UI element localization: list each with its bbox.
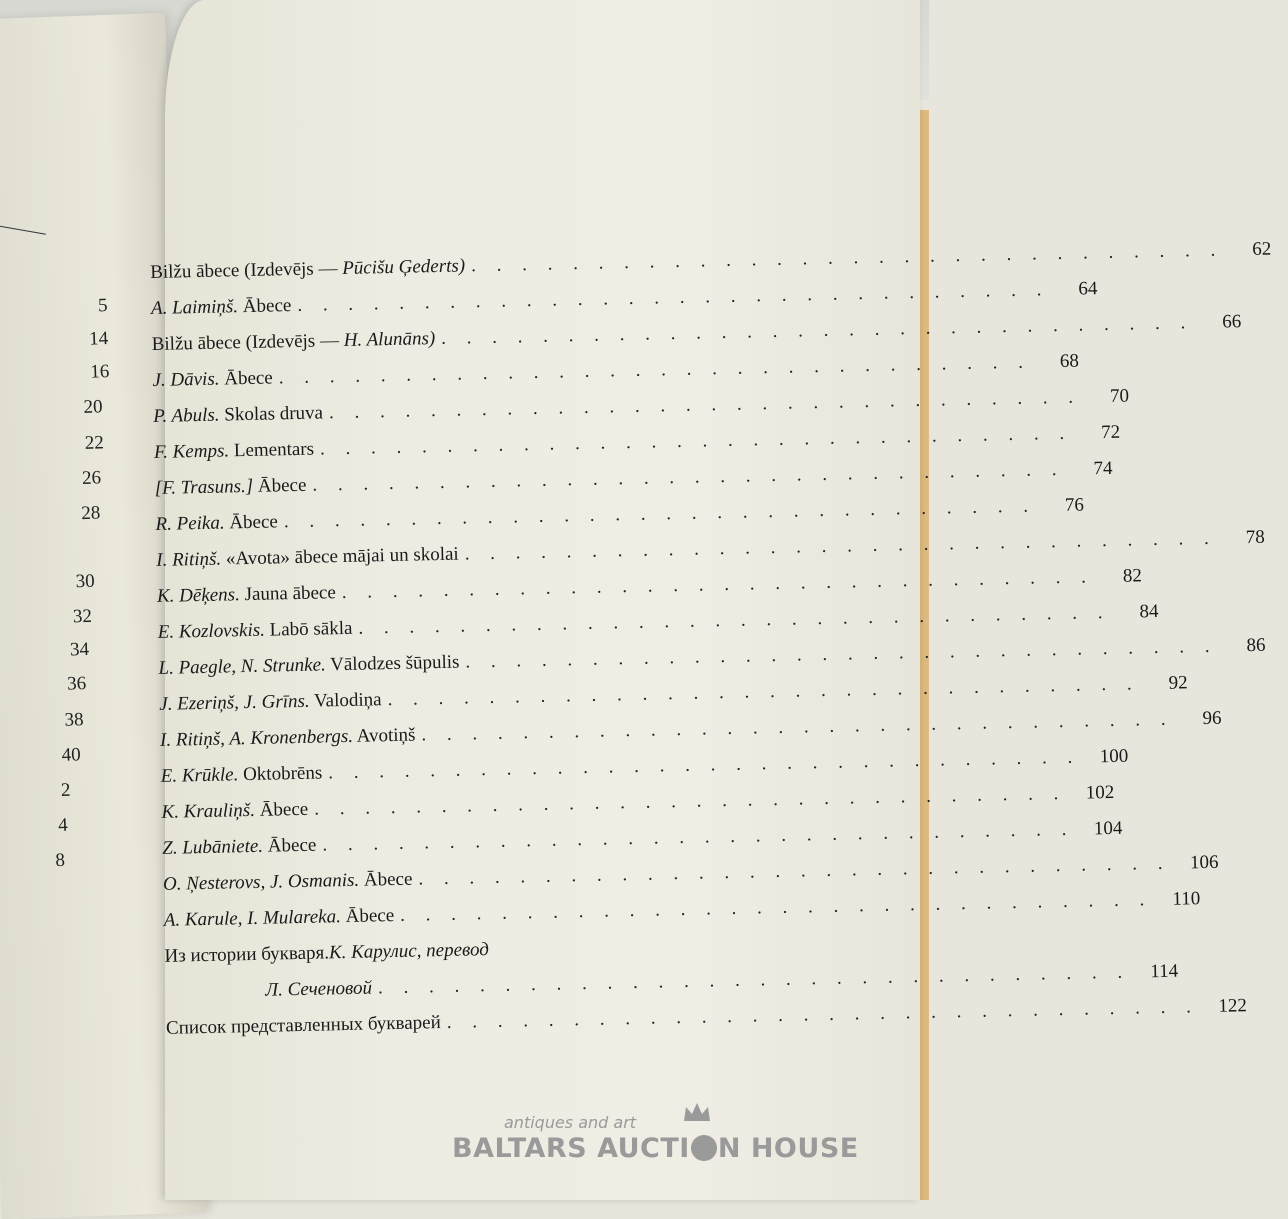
toc-leader-dots: . . . . . . . . . . . . . . . . . . . . . . . . . . . . . .: [319, 422, 1073, 460]
toc-page-number: 78: [1245, 526, 1265, 549]
toc-author: K. Krauliņš.: [161, 799, 256, 823]
toc-page-number: 68: [1059, 350, 1080, 372]
toc-page-number: 84: [1139, 600, 1159, 623]
toc-title: «Avota» ābece mājai un skolai: [220, 543, 459, 570]
left-page-number: 36: [66, 673, 87, 695]
left-page-number: 14: [88, 328, 109, 350]
toc-page-number: 86: [1246, 634, 1266, 657]
toc-author: К. Карулис, перевод: [328, 939, 490, 964]
toc-author: J. Ezeriņš, J. Grīns.: [159, 690, 310, 715]
toc-title: Vālodzes šūpulis: [325, 651, 460, 676]
toc-author: K. Dēķens.: [156, 584, 241, 607]
toc-title: Ābece: [262, 834, 317, 857]
toc-page-number: 70: [1109, 385, 1130, 407]
toc-leader-dots: . . . . . . . . . . . . . . . . . . . . . . . . . . . . . .: [418, 852, 1171, 890]
toc-author: L. Paegle, N. Strunke.: [158, 654, 326, 679]
left-page-number: 40: [61, 744, 82, 766]
left-page-rule: [0, 220, 46, 235]
toc-title: Список представленных букварей: [165, 1012, 441, 1039]
watermark-o-circle: [691, 1135, 717, 1161]
watermark-tagline: antiques and art: [504, 1113, 637, 1132]
toc-leader-dots: . . . . . . . . . . . . . . . . . . . . . . . . . . . . . .: [470, 239, 1224, 277]
toc-page-number: 72: [1100, 421, 1121, 444]
toc-page-number: 64: [1078, 278, 1098, 300]
toc-page-number: 122: [1218, 995, 1248, 1017]
left-page-number: 34: [69, 638, 90, 661]
toc-leader-dots: . . . . . . . . . . . . . . . . . . . . . . . . . . . . . .: [278, 351, 1032, 389]
toc-leader-dots: . . . . . . . . . . . . . . . . . . . . . . . . . . . . . .: [465, 635, 1218, 673]
toc-leader-dots: . . . . . . . . . . . . . . . . . . . . . . . . . . . . . .: [314, 782, 1067, 820]
toc-title: Ābece: [224, 511, 279, 534]
toc-page-number: 114: [1150, 960, 1179, 983]
toc-author: P. Abuls.: [153, 404, 220, 427]
toc-author: A. Laimiņš.: [150, 296, 239, 319]
watermark-brand: [452, 1133, 859, 1164]
toc-leader-dots: . . . . . . . . . . . . . . . . . . . . . . . . . . . . . .: [328, 386, 1082, 424]
toc-leader-dots: . . . . . . . . . . . . . . . . . . . . . . . . . . . . . .: [297, 279, 1050, 316]
toc-title: Jauna ābece: [239, 582, 337, 606]
toc-title: Skolas druva: [219, 402, 324, 426]
toc-page-number: 106: [1189, 851, 1219, 874]
toc-author: I. Ritiņš, A. Kronenbergs.: [159, 725, 354, 751]
toc-title: Avotiņš: [352, 724, 416, 747]
toc-title-italic: Pūcišu Ģederts): [341, 255, 466, 279]
toc-page-number: 104: [1093, 817, 1123, 840]
toc-title: Из истории букваря.: [164, 942, 330, 967]
toc-page-number: 66: [1222, 311, 1242, 333]
toc-page-number: 100: [1099, 745, 1129, 768]
crown-icon: [682, 1101, 712, 1123]
toc-leader-dots: . . . . . . . . . . . . . . . . . . . . . . . . . . . . . .: [421, 708, 1174, 746]
toc-author: [F. Trasuns.]: [154, 475, 254, 499]
left-page-number: 22: [84, 432, 105, 454]
toc-leader-dots: . . . . . . . . . . . . . . . . . . . . . . . . . . . . . .: [387, 673, 1140, 711]
toc-author: J. Dāvis.: [152, 368, 220, 391]
toc-page-number: 62: [1251, 238, 1272, 260]
left-page-number: 16: [90, 361, 110, 383]
toc-author: A. Karule, I. Mulareka.: [163, 906, 342, 931]
toc-leader-dots: . . . . . . . . . . . . . . . . . . . . . . . . . . . . . .: [341, 566, 1095, 604]
left-page-number: 38: [64, 709, 84, 731]
toc-title-italic: H. Alunāns): [343, 328, 436, 351]
toc-author: E. Kozlovskis.: [157, 619, 266, 643]
toc-author: Z. Lubāniete.: [162, 835, 264, 859]
toc-page-number: 82: [1122, 565, 1143, 587]
toc-author: Л. Сеченовой: [265, 977, 373, 1001]
left-page-number: 30: [75, 570, 96, 593]
toc-entries: [150, 238, 1272, 946]
toc-title: Ābece: [252, 474, 307, 497]
toc-title: Lementars: [228, 438, 315, 462]
toc-author: I. Ritiņš.: [156, 548, 222, 571]
table-of-contents: [150, 238, 1272, 1054]
left-page-number: 4: [57, 814, 69, 837]
toc-leader-dots: . . . . . . . . . . . . . . . . . . . . . . . . . . . . . .: [358, 601, 1111, 639]
toc-title: Ābece: [340, 905, 395, 928]
toc-title: Ābece: [254, 798, 309, 821]
toc-title: Bilžu ābece (Izdevējs —: [151, 329, 344, 355]
toc-title: Valodiņa: [309, 689, 382, 712]
toc-author: E. Krūkle.: [160, 764, 239, 787]
toc-page-number: 92: [1168, 672, 1188, 694]
toc-page-number: 110: [1172, 888, 1201, 910]
toc-leader-dots: . . . . . . . . . . . . . . . . . . . . . . . . . . . . . .: [312, 458, 1065, 496]
left-page-number: 28: [80, 502, 101, 525]
toc-page-number: 74: [1093, 457, 1113, 480]
left-page-number: 20: [83, 396, 103, 418]
watermark-brand-start: BALTARS AUCTI: [452, 1133, 690, 1164]
toc-leader-dots: . . . . . . . . . . . . . . . . . . . . . . . . . . . . . .: [440, 312, 1194, 349]
toc-leader-dots: . . . . . . . . . . . . . . . . . . . . . . . . . . . . . .: [377, 961, 1131, 999]
toc-leader-dots: . . . . . . . . . . . . . . . . . . . . . . . . . . . . . .: [328, 746, 1081, 784]
toc-title: Bilžu ābece (Izdevējs —: [150, 257, 343, 283]
left-page-number: 2: [60, 779, 71, 801]
toc-page-number: 102: [1085, 781, 1115, 804]
toc-page-number: 96: [1202, 707, 1222, 730]
toc-leader-dots: . . . . . . . . . . . . . . . . . . . . . . . . . . . . . .: [283, 495, 1037, 533]
toc-title: Ābece: [219, 367, 273, 390]
toc-title: Labō sākla: [264, 617, 353, 641]
watermark-brand-end: N HOUSE: [717, 1133, 859, 1164]
toc-leader-dots: . . . . . . . . . . . . . . . . . . . . . . . . . . . . . .: [464, 527, 1218, 565]
left-page-number: 5: [97, 295, 108, 317]
toc-leader-dots: . . . . . . . . . . . . . . . . . . . . . . . . . . . . . .: [322, 818, 1075, 856]
toc-author: F. Kemps.: [153, 440, 230, 463]
left-page-number: 32: [72, 605, 93, 628]
left-page-number: 26: [81, 467, 102, 490]
toc-author: R. Peika.: [155, 512, 225, 535]
toc-title: Ābece: [358, 868, 413, 891]
toc-title: Oktobrēns: [238, 762, 323, 786]
left-page-number: 8: [55, 849, 66, 872]
toc-page-number: 76: [1064, 494, 1085, 516]
toc-leader-dots: . . . . . . . . . . . . . . . . . . . . . . . . . . . . . .: [399, 889, 1153, 926]
toc-title: Ābece: [237, 295, 292, 318]
toc-leader-dots: . . . . . . . . . . . . . . . . . . . . . . . . . . . . . .: [446, 996, 1200, 1033]
toc-author: O. Ņesterovs, J. Osmanis.: [162, 869, 360, 895]
